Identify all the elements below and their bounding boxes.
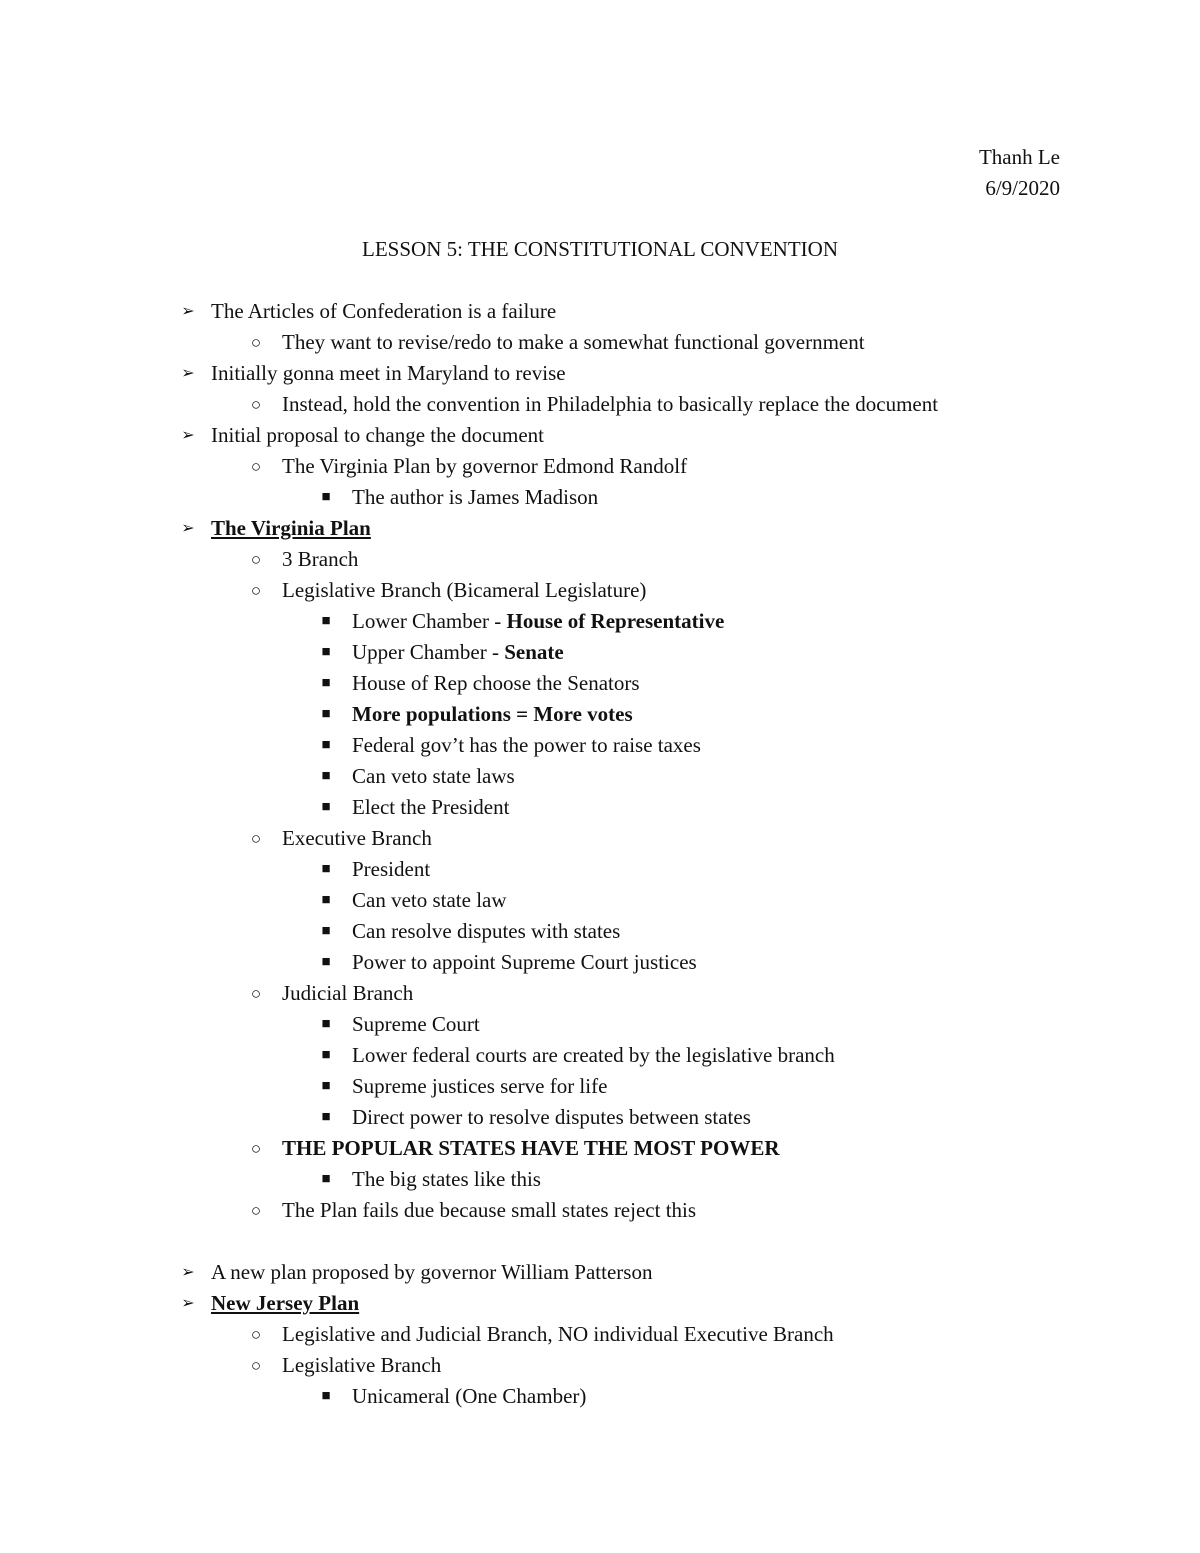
bullet-icon: ➢ xyxy=(181,1264,195,1281)
list-item-text xyxy=(211,1257,652,1288)
list-item-text xyxy=(352,1071,607,1102)
bullet-icon: ■ xyxy=(321,1109,331,1125)
list-item-text xyxy=(352,1164,541,1195)
bullet-icon: ■ xyxy=(321,1047,331,1063)
list-item xyxy=(0,1195,1200,1226)
list-item xyxy=(0,1381,1200,1412)
list-item-text xyxy=(211,358,566,389)
list-item-text xyxy=(211,420,544,451)
list-item-text xyxy=(352,1009,480,1040)
text-run: Power to appoint Supreme Court justices xyxy=(352,950,697,974)
bullet-icon: ■ xyxy=(321,768,331,784)
text-run: A new plan proposed by governor William Patterson xyxy=(211,1260,653,1284)
list-item xyxy=(0,575,1200,606)
list-item-text xyxy=(282,1319,834,1350)
list-item-text xyxy=(211,1288,359,1319)
list-item xyxy=(0,451,1200,482)
list-item xyxy=(0,854,1200,885)
bullet-icon: ■ xyxy=(321,861,331,877)
bullet-icon: ■ xyxy=(321,1388,331,1404)
list-item xyxy=(0,699,1200,730)
list-item-text xyxy=(282,1350,441,1381)
list-item-text xyxy=(282,1195,696,1226)
list-item xyxy=(0,1319,1200,1350)
text-run: Supreme Court xyxy=(352,1012,480,1036)
bullet-icon: ■ xyxy=(321,706,331,722)
list-item-text xyxy=(352,637,564,668)
bullet-icon: ○ xyxy=(250,457,262,476)
bullet-icon: ➢ xyxy=(181,427,195,444)
list-item xyxy=(0,420,1200,451)
list-item xyxy=(0,1040,1200,1071)
bullet-icon: ■ xyxy=(321,892,331,908)
bullet-icon: ○ xyxy=(250,1139,262,1158)
list-item xyxy=(0,513,1200,544)
author-name: Thanh Le xyxy=(978,145,1060,169)
document-date: 6/9/2020 xyxy=(985,176,1060,200)
text-run: More populations = More votes xyxy=(352,702,633,726)
bullet-icon: ■ xyxy=(321,1078,331,1094)
list-item-text xyxy=(352,854,430,885)
text-run: Direct power to resolve disputes between states xyxy=(352,1105,751,1129)
list-item xyxy=(0,947,1200,978)
list-item-text xyxy=(352,885,507,916)
text-run: Can veto state laws xyxy=(352,764,515,788)
list-item-text xyxy=(352,916,620,947)
bullet-icon: ○ xyxy=(250,550,262,569)
text-run: Instead, hold the convention in Philadelphia to basically replace the document xyxy=(282,392,939,416)
list-item xyxy=(0,327,1200,358)
bullet-icon: ■ xyxy=(321,737,331,753)
bullet-icon: ■ xyxy=(321,489,331,505)
author-block xyxy=(979,142,1060,204)
text-run: THE POPULAR STATES HAVE THE MOST POWER xyxy=(282,1136,780,1160)
text-run: House of Rep choose the Senators xyxy=(352,671,640,695)
list-item xyxy=(0,730,1200,761)
text-run: Legislative Branch xyxy=(282,1353,442,1377)
text-run: The Virginia Plan xyxy=(211,516,371,540)
list-item-text xyxy=(352,792,509,823)
list-item-text xyxy=(282,451,687,482)
text-run: Legislative and Judicial Branch, NO individual Executive Branch xyxy=(282,1322,834,1346)
bullet-icon: ➢ xyxy=(181,303,195,320)
list-item xyxy=(0,1350,1200,1381)
text-run: 3 Branch xyxy=(282,547,359,571)
text-run: Unicameral (One Chamber) xyxy=(352,1384,587,1408)
text-run: Legislative Branch (Bicameral Legislature) xyxy=(282,578,647,602)
list-item xyxy=(0,1071,1200,1102)
bullet-icon: ■ xyxy=(321,1016,331,1032)
list-item xyxy=(0,637,1200,668)
bullet-icon: ○ xyxy=(250,1201,262,1220)
bullet-icon: ○ xyxy=(250,333,262,352)
list-item xyxy=(0,1133,1200,1164)
text-run: Lower Chamber - xyxy=(352,609,507,633)
bullet-icon: ○ xyxy=(250,1356,262,1375)
bullet-icon: ○ xyxy=(250,1325,262,1344)
text-run: President xyxy=(352,857,431,881)
list-item xyxy=(0,1288,1200,1319)
list-item xyxy=(0,978,1200,1009)
list-item-text xyxy=(352,668,640,699)
text-run: The big states like this xyxy=(352,1167,541,1191)
bullet-icon: ■ xyxy=(321,954,331,970)
list-item-text xyxy=(282,978,413,1009)
list-item-text xyxy=(352,699,633,730)
list-item-text xyxy=(352,1102,751,1133)
bullet-icon: ■ xyxy=(321,799,331,815)
list-item xyxy=(0,296,1200,327)
text-run: Can veto state law xyxy=(352,888,507,912)
text-run: Can resolve disputes with states xyxy=(352,919,621,943)
bullet-icon: ■ xyxy=(321,644,331,660)
list-item xyxy=(0,885,1200,916)
list-item-text xyxy=(282,823,432,854)
bullet-icon: ➢ xyxy=(181,365,195,382)
list-item xyxy=(0,482,1200,513)
bullet-icon: ➢ xyxy=(181,520,195,537)
list-item-text xyxy=(352,606,724,637)
list-item xyxy=(0,1257,1200,1288)
list-item-text xyxy=(352,482,598,513)
text-run: House of Representative xyxy=(506,609,725,633)
list-item xyxy=(0,389,1200,420)
bullet-icon: ■ xyxy=(321,675,331,691)
text-run: Initially gonna meet in Maryland to revise xyxy=(211,361,566,385)
list-item-text xyxy=(352,761,515,792)
list-item xyxy=(0,358,1200,389)
text-run: Initial proposal to change the document xyxy=(211,423,544,447)
list-item-text xyxy=(352,1040,835,1071)
text-run: Elect the President xyxy=(352,795,510,819)
page-title: LESSON 5: THE CONSTITUTIONAL CONVENTION xyxy=(362,237,838,261)
list-item xyxy=(0,1009,1200,1040)
list-item-text xyxy=(211,513,371,544)
bullet-icon: ■ xyxy=(321,923,331,939)
text-run: They want to revise/redo to make a somewhat functional government xyxy=(282,330,865,354)
list-item xyxy=(0,1102,1200,1133)
text-run: Executive Branch xyxy=(282,826,432,850)
list-item-text xyxy=(352,730,701,761)
outline-list xyxy=(0,296,1200,1412)
list-item-text xyxy=(282,575,646,606)
list-item xyxy=(0,761,1200,792)
list-item xyxy=(0,792,1200,823)
text-run: Upper Chamber - xyxy=(352,640,505,664)
list-item-text xyxy=(352,947,697,978)
text-run: The Articles of Confederation is a failure xyxy=(211,299,557,323)
list-item xyxy=(0,823,1200,854)
text-run: Federal gov’t has the power to raise taxes xyxy=(352,733,701,757)
bullet-icon: ○ xyxy=(250,829,262,848)
bullet-icon: ■ xyxy=(321,613,331,629)
text-run: The author is James Madison xyxy=(352,485,599,509)
list-item xyxy=(0,544,1200,575)
list-item-text xyxy=(282,1133,780,1164)
list-item-text xyxy=(282,544,358,575)
text-run: The Virginia Plan by governor Edmond Randolf xyxy=(282,454,688,478)
bullet-icon: ○ xyxy=(250,984,262,1003)
list-item-text xyxy=(282,389,938,420)
text-run: New Jersey Plan xyxy=(211,1291,360,1315)
list-item xyxy=(0,606,1200,637)
list-item xyxy=(0,1164,1200,1195)
bullet-icon: ➢ xyxy=(181,1295,195,1312)
bullet-icon: ■ xyxy=(321,1171,331,1187)
list-item xyxy=(0,668,1200,699)
blank-line xyxy=(0,1226,1200,1257)
bullet-icon: ○ xyxy=(250,395,262,414)
list-item-text xyxy=(352,1381,586,1412)
text-run: Judicial Branch xyxy=(282,981,414,1005)
text-run: Lower federal courts are created by the legislative branch xyxy=(352,1043,835,1067)
list-item xyxy=(0,916,1200,947)
text-run: Supreme justices serve for life xyxy=(352,1074,608,1098)
text-run: The Plan fails due because small states reject this xyxy=(282,1198,697,1222)
list-item-text xyxy=(282,327,865,358)
text-run: Senate xyxy=(504,640,564,664)
bullet-icon: ○ xyxy=(250,581,262,600)
list-item-text xyxy=(211,296,556,327)
